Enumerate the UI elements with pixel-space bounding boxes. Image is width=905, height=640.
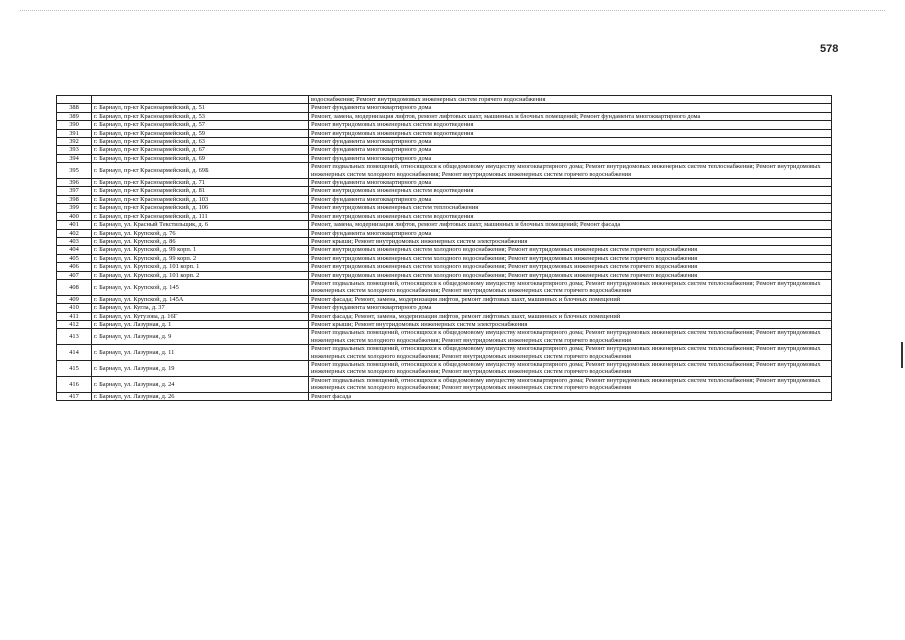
- works-cell: Ремонт внутридомовых инженерных систем водоотведения: [309, 212, 832, 220]
- table-body: [57, 96, 832, 401]
- table-row: [57, 163, 832, 179]
- row-number-cell: 413: [57, 329, 92, 345]
- row-number-cell: 416: [57, 376, 92, 392]
- works-cell: Ремонт подвальных помещений, относящихся к общедомовому имуществу многоквартирного дома; Ремонт внутридомовых инженерных систем теплоснабжения; Ремонт внутридомовых инженерных систем холодного водоснабжения; Ремонт внутридомовых инженерных систем горячего водоснабжения: [309, 279, 832, 295]
- works-cell: Ремонт фундамента многоквартирного дома: [309, 104, 832, 112]
- works-cell: Ремонт фундамента многоквартирного дома: [309, 195, 832, 203]
- address-cell: г. Барнаул, ул. Лазурная, д. 24: [92, 376, 309, 392]
- table-row: [57, 187, 832, 195]
- row-number-cell: 412: [57, 320, 92, 328]
- works-cell: Ремонт внутридомовых инженерных систем водоотведения: [309, 187, 832, 195]
- table-row: [57, 179, 832, 187]
- table-row: [57, 229, 832, 237]
- table-row: [57, 104, 832, 112]
- works-cell: Ремонт фундамента многоквартирного дома: [309, 179, 832, 187]
- address-cell: г. Барнаул, пр-кт Красноармейский, д. 53: [92, 112, 309, 120]
- table-row: [57, 212, 832, 220]
- row-number-cell: 406: [57, 263, 92, 271]
- address-cell: г. Барнаул, пр-кт Красноармейский, д. 71: [92, 179, 309, 187]
- page-number: 578: [820, 43, 839, 55]
- works-cell: Ремонт внутридомовых инженерных систем холодного водоснабжения; Ремонт внутридомовых инженерных систем горячего водоснабжения: [309, 263, 832, 271]
- row-number-cell: 405: [57, 254, 92, 262]
- row-number-cell: 414: [57, 345, 92, 361]
- address-cell: г. Барнаул, ул. Кугла, д. 37: [92, 304, 309, 312]
- address-cell: г. Барнаул, пр-кт Красноармейский, д. 63: [92, 138, 309, 146]
- address-cell: г. Барнаул, ул. Лазурная, д. 9: [92, 329, 309, 345]
- row-number-cell: 395: [57, 163, 92, 179]
- works-cell: Ремонт внутридомовых инженерных систем холодного водоснабжения; Ремонт внутридомовых инженерных систем горячего водоснабжения: [309, 271, 832, 279]
- works-cell: Ремонт внутридомовых инженерных систем теплоснабжения: [309, 204, 832, 212]
- works-cell: водоснабжения; Ремонт внутридомовых инженерных систем горячего водоснабжения: [309, 96, 832, 104]
- address-cell: г. Барнаул, пр-кт Красноармейский, д. 59: [92, 129, 309, 137]
- address-cell: г. Барнаул, ул. Крупской, д. 101 корп. 2: [92, 271, 309, 279]
- works-cell: Ремонт фундамента многоквартирного дома: [309, 146, 832, 154]
- address-cell: г. Барнаул, ул. Крупской, д. 99 корп. 1: [92, 246, 309, 254]
- row-number-cell: 401: [57, 221, 92, 229]
- table-row: [57, 392, 832, 400]
- address-cell: г. Барнаул, ул. Лазурная, д. 19: [92, 361, 309, 377]
- row-number-cell: 407: [57, 271, 92, 279]
- works-cell: Ремонт фасада; Ремонт, замена, модернизация лифтов, ремонт лифтовых шахт, машинных и блочных помещений: [309, 295, 832, 303]
- table-row: [57, 237, 832, 245]
- table-row: [57, 195, 832, 203]
- row-number-cell: 415: [57, 361, 92, 377]
- table-row: [57, 279, 832, 295]
- address-cell: г. Барнаул, пр-кт Красноармейский, д. 51: [92, 104, 309, 112]
- scan-artifact-line: [20, 10, 885, 12]
- address-cell: г. Барнаул, пр-кт Красноармейский, д. 111: [92, 212, 309, 220]
- table-row: [57, 129, 832, 137]
- works-cell: Ремонт подвальных помещений, относящихся к общедомовому имуществу многоквартирного дома; Ремонт внутридомовых инженерных систем теплоснабжения; Ремонт внутридомовых инженерных систем холодного водоснабжения; Ремонт внутридомовых инженерных систем горячего водоснабжения: [309, 345, 832, 361]
- table-row: [57, 221, 832, 229]
- row-number-cell: 399: [57, 204, 92, 212]
- row-number-cell: 390: [57, 121, 92, 129]
- table-row: [57, 312, 832, 320]
- address-cell: г. Барнаул, ул. Крупской, д. 145А: [92, 295, 309, 303]
- works-cell: Ремонт внутридомовых инженерных систем холодного водоснабжения; Ремонт внутридомовых инженерных систем горячего водоснабжения: [309, 254, 832, 262]
- row-number-cell: 398: [57, 195, 92, 203]
- address-cell: г. Барнаул, ул. Крупской, д. 101 корп. 1: [92, 263, 309, 271]
- table-row: [57, 254, 832, 262]
- row-number-cell: 391: [57, 129, 92, 137]
- works-cell: Ремонт подвальных помещений, относящихся к общедомовому имуществу многоквартирного дома; Ремонт внутридомовых инженерных систем теплоснабжения; Ремонт внутридомовых инженерных систем холодного водоснабжения; Ремонт внутридомовых инженерных систем горячего водоснабжения: [309, 329, 832, 345]
- table-row: [57, 320, 832, 328]
- row-number-cell: 388: [57, 104, 92, 112]
- table-row: [57, 304, 832, 312]
- works-cell: Ремонт крыши; Ремонт внутридомовых инженерных систем электроснабжения: [309, 320, 832, 328]
- address-cell: г. Барнаул, ул. Крупской, д. 86: [92, 237, 309, 245]
- row-number-cell: 409: [57, 295, 92, 303]
- row-number-cell: 397: [57, 187, 92, 195]
- table-row: [57, 154, 832, 162]
- table-row: [57, 345, 832, 361]
- table-row: [57, 329, 832, 345]
- works-cell: Ремонт подвальных помещений, относящихся к общедомовому имуществу многоквартирного дома; Ремонт внутридомовых инженерных систем теплоснабжения; Ремонт внутридомовых инженерных систем холодного водоснабжения; Ремонт внутридомовых инженерных систем горячего водоснабжения: [309, 361, 832, 377]
- row-number-cell: 417: [57, 392, 92, 400]
- table-row: [57, 295, 832, 303]
- works-cell: Ремонт подвальных помещений, относящихся к общедомовому имуществу многоквартирного дома; Ремонт внутридомовых инженерных систем теплоснабжения; Ремонт внутридомовых инженерных систем холодного водоснабжения; Ремонт внутридомовых инженерных систем горячего водоснабжения: [309, 163, 832, 179]
- address-cell: г. Барнаул, пр-кт Красноармейский, д. 69Б: [92, 163, 309, 179]
- address-cell: г. Барнаул, пр-кт Красноармейский, д. 57: [92, 121, 309, 129]
- address-cell: г. Барнаул, ул. Лазурная, д. 1: [92, 320, 309, 328]
- row-number-cell: 393: [57, 146, 92, 154]
- row-number-cell: 396: [57, 179, 92, 187]
- table-row: [57, 204, 832, 212]
- works-cell: Ремонт фундамента многоквартирного дома: [309, 229, 832, 237]
- table-row: [57, 361, 832, 377]
- works-cell: Ремонт внутридомовых инженерных систем водоотведения: [309, 129, 832, 137]
- address-cell: г. Барнаул, ул. Крупской, д. 145: [92, 279, 309, 295]
- address-cell: г. Барнаул, ул. Крупской, д. 76: [92, 229, 309, 237]
- address-cell: г. Барнаул, пр-кт Красноармейский, д. 69: [92, 154, 309, 162]
- address-cell: г. Барнаул, ул. Красный Текстильщик, д. 6: [92, 221, 309, 229]
- row-number-cell: 403: [57, 237, 92, 245]
- row-number-cell: 400: [57, 212, 92, 220]
- table-row: [57, 271, 832, 279]
- works-cell: Ремонт внутридомовых инженерных систем холодного водоснабжения; Ремонт внутридомовых инженерных систем горячего водоснабжения: [309, 246, 832, 254]
- works-cell: Ремонт крыши; Ремонт внутридомовых инженерных систем электроснабжения: [309, 237, 832, 245]
- table-row: [57, 138, 832, 146]
- table-row: [57, 112, 832, 120]
- works-cell: Ремонт, замена, модернизация лифтов, ремонт лифтовых шахт, машинных и блочных помещений; Ремонт фасада: [309, 221, 832, 229]
- repair-works-table: [56, 95, 832, 401]
- works-cell: Ремонт фундамента многоквартирного дома: [309, 154, 832, 162]
- address-cell: г. Барнаул, пр-кт Красноармейский, д. 67: [92, 146, 309, 154]
- works-cell: Ремонт, замена, модернизация лифтов, ремонт лифтовых шахт, машинных и блочных помещений; Ремонт фундамента многоквартирного дома: [309, 112, 832, 120]
- works-cell: Ремонт внутридомовых инженерных систем водоотведения: [309, 121, 832, 129]
- row-number-cell: 411: [57, 312, 92, 320]
- works-cell: Ремонт фундамента многоквартирного дома: [309, 304, 832, 312]
- row-number-cell: 394: [57, 154, 92, 162]
- table-row: [57, 96, 832, 104]
- row-number-cell: 404: [57, 246, 92, 254]
- address-cell: г. Барнаул, ул. Лазурная, д. 11: [92, 345, 309, 361]
- row-number-cell: 392: [57, 138, 92, 146]
- works-cell: Ремонт фасада: [309, 392, 832, 400]
- works-cell: Ремонт подвальных помещений, относящихся к общедомовому имуществу многоквартирного дома; Ремонт внутридомовых инженерных систем теплоснабжения; Ремонт внутридомовых инженерных систем холодного водоснабжения; Ремонт внутридомовых инженерных систем горячего водоснабжения: [309, 376, 832, 392]
- scan-artifact-mark: [901, 342, 903, 368]
- table-row: [57, 246, 832, 254]
- address-cell: г. Барнаул, пр-кт Красноармейский, д. 103: [92, 195, 309, 203]
- table-row: [57, 263, 832, 271]
- row-number-cell: 402: [57, 229, 92, 237]
- address-cell: [92, 96, 309, 104]
- works-cell: Ремонт фасада; Ремонт, замена, модернизация лифтов, ремонт лифтовых шахт, машинных и блочных помещений: [309, 312, 832, 320]
- address-cell: г. Барнаул, ул. Крупской, д. 99 корп. 2: [92, 254, 309, 262]
- table-row: [57, 121, 832, 129]
- table-row: [57, 146, 832, 154]
- table-row: [57, 376, 832, 392]
- row-number-cell: 410: [57, 304, 92, 312]
- row-number-cell: [57, 96, 92, 104]
- row-number-cell: 408: [57, 279, 92, 295]
- address-cell: г. Барнаул, ул. Лазурная, д. 26: [92, 392, 309, 400]
- address-cell: г. Барнаул, пр-кт Красноармейский, д. 106: [92, 204, 309, 212]
- row-number-cell: 389: [57, 112, 92, 120]
- works-cell: Ремонт фундамента многоквартирного дома: [309, 138, 832, 146]
- address-cell: г. Барнаул, ул. Кутузова, д. 16Г: [92, 312, 309, 320]
- address-cell: г. Барнаул, пр-кт Красноармейский, д. 81: [92, 187, 309, 195]
